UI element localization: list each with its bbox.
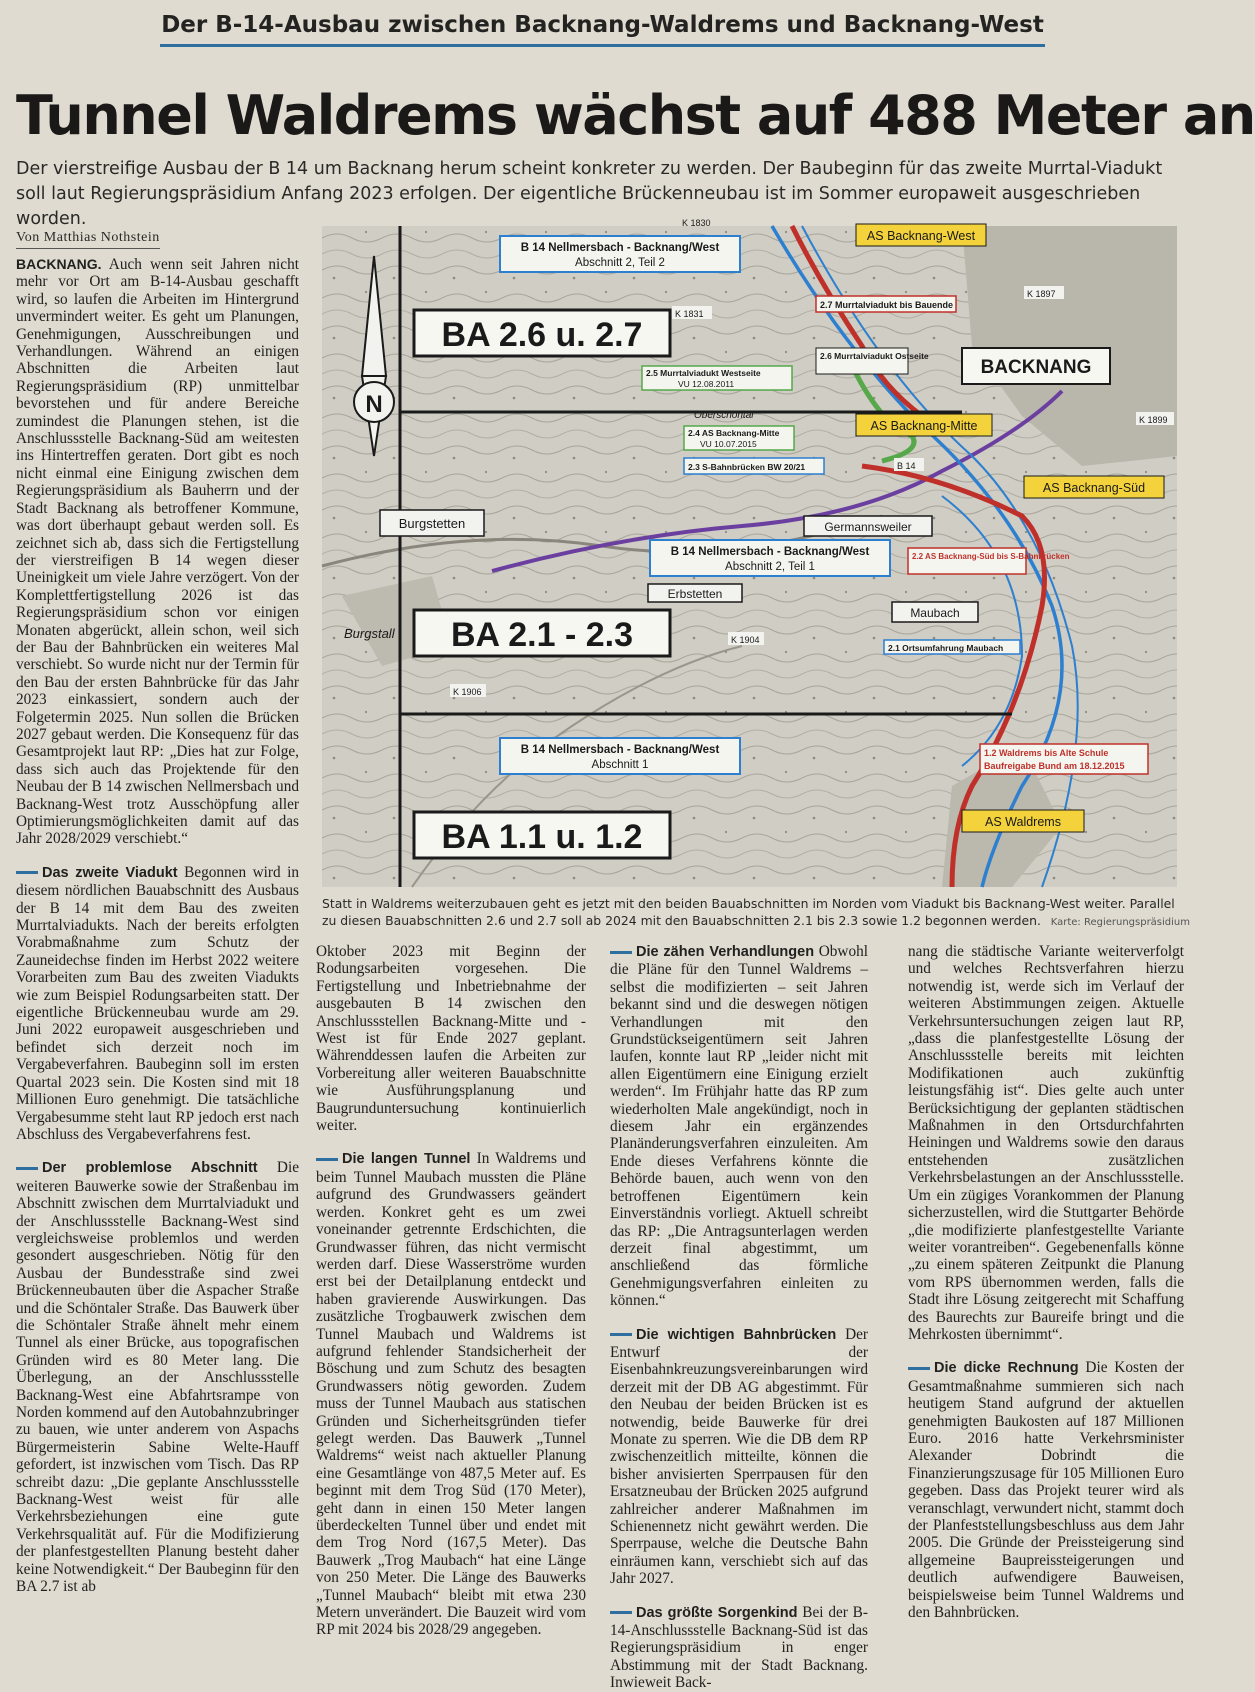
as-label (962, 810, 1084, 832)
column-1 (16, 256, 299, 1595)
text-tunnel: In Waldrems und beim Tunnel Maubach mussten die Pläne aufgrund des Grundwassers geändert werden. Konkret geht es um zwei voneinander getrennte Erdschichten, die Grundwasser führen, das nicht vermischt werden darf. Diese Wasserströme wurden erst bei der Detailplanung entdeckt und haben gravierende Auswirkungen. Das zusätzliche Trogbauwerk zwischen dem Tunnel Maubach und Waldrems ist aufgrund fehlender Standsicherheit der Böschung und zum Schutz des besagten Grundwassers nötig geworden. Zudem muss der Tunnel Maubach aus statischen Gründen und Sicherheitsgründen tiefer gelegt werden. Das Bauwerk „Tunnel Waldrems“ weist nach aktueller Planung eine Gesamtlänge von 487,5 Meter auf. Es beginnt mit dem Trog Süd (170 Meter), geht dann in einen 150 Meter langen überdeckelten Tunnel über und endet mit dem Trog Nord (167,5 Meter). Das Bauwerk „Trog Maubach“ hat eine Länge von 250 Meter. Die Länge des Bauwerks „Tunnel Maubach“ bleibt mit etwa 230 Metern unverändert. Die Bauzeit wird vom RP mit 2024 bis 2028/29 angegeben. (316, 1150, 587, 1639)
text-verhandlungen: Obwohl die Pläne für den Tunnel Waldrems – selbst die modifizierten – seit Jahren bekannt sind und die deswegen nötigen Verhandlungen mit den Grundstückseigentümern seit Jahren laufen, konnte laut RP „leider nicht mit allen Eigentümern eine Einigung erzielt werden“. Im Frühjahr hatte das RP zum wiederholten Male angekündigt, noch in diesem Jahr ein ergänzendes Planänderungsverfahren einzuleiten. Am Ende dieses Verfahrens könnte die Behörde bauen, auch wenn von den betroffenen Eigentümern kein Einverständnis vorliegt. Aktuell schreibt das RP: „Die Antragsunterlagen werden derzeit final abgestimmt, um anschließend das förmliche Genehmigungsverfahren einleiten zu können.“ (610, 943, 869, 1310)
road-label: K 1830 (682, 218, 711, 228)
svg-text:K 1831: K 1831 (675, 309, 704, 319)
section-tunnel (316, 1150, 586, 1638)
section-verhandlungen (610, 943, 868, 1310)
byline: Von Matthias Nothstein (16, 230, 160, 249)
place-label (804, 516, 932, 536)
place-label (648, 584, 742, 602)
text-sorgenkind: Bei der B-14-Anschlussstelle Backnang-Süd ist das Regierungspräsidium in enger Abstimmung mit der Stadt Backnang. Inwieweit Back- (610, 1603, 868, 1692)
kicker-line: Der B-14-Ausbau zwischen Backnang-Waldrems und Backnang-West (160, 12, 1045, 47)
svg-text:2.7 Murrtalviadukt bis Bauende: 2.7 Murrtalviadukt bis Bauende (820, 300, 954, 310)
svg-text:2.6 Murrtalviadukt Ostseite: 2.6 Murrtalviadukt Ostseite (820, 351, 929, 361)
measure-label (642, 366, 792, 390)
lead-paragraph: Der vierstreifige Ausbau der B 14 um Backnang herum scheint konkreter zu werden. Der Baubeginn für das zweite Murrtal-Viadukt soll laut Regierungspräsidium Anfang 2023 erfolgen. Der eigentliche Brückenneubau ist im Sommer europaweit ausgeschrieben worden. (16, 159, 1163, 229)
road-label (728, 632, 764, 645)
section-box (500, 738, 740, 774)
road-label (450, 684, 486, 697)
svg-text:K 1897: K 1897 (1027, 289, 1056, 299)
section-box (650, 540, 890, 576)
terrain-label: Oberschöntal (694, 410, 754, 421)
svg-text:B 14 Nellmersbach - Backnang/W: B 14 Nellmersbach - Backnang/West (520, 242, 720, 254)
svg-text:1.2 Waldrems bis Alte Schule: 1.2 Waldrems bis Alte Schule (984, 748, 1109, 758)
svg-text:2.5 Murrtalviadukt Westseite: 2.5 Murrtalviadukt Westseite (646, 368, 761, 378)
svg-text:AS Backnang-West: AS Backnang-West (866, 229, 976, 243)
paragraph-continuation: Oktober 2023 mit Beginn der Rodungsarbeiten vorgesehen. Die Fertigstellung und Inbetriebnahme der ausgebauten B 14 zwischen den Anschlussstellen Backnang-Mitte und -West ist für Ende 2027 geplant. Währenddessen laufen die Arbeiten zur Vorbereitung aller weiteren Bauabschnitte wie Ausführungsplanung und Baugrunduntersuchung kontinuierlich weiter. (316, 943, 586, 1135)
road-label (1136, 412, 1174, 425)
svg-text:AS Backnang-Süd: AS Backnang-Süd (1042, 481, 1146, 495)
road-label (894, 458, 924, 471)
map-caption (322, 895, 1190, 931)
svg-text:AS Backnang-Mitte: AS Backnang-Mitte (870, 419, 978, 433)
svg-text:Maubach: Maubach (910, 606, 960, 620)
place-label (380, 510, 484, 536)
subhead-sorgenkind: Das größte Sorgenkind (610, 1605, 797, 1621)
section-viadukt (16, 864, 299, 1144)
svg-text:Abschnitt 1: Abschnitt 1 (591, 759, 649, 771)
svg-text:BA 1.1 u. 1.2: BA 1.1 u. 1.2 (441, 818, 643, 856)
column-4 (908, 943, 1184, 1621)
subhead-abschnitt: Der problemlose Abschnitt (16, 1160, 258, 1176)
column-3 (610, 943, 868, 1692)
svg-text:B 14 Nellmersbach - Backnang/W: B 14 Nellmersbach - Backnang/West (520, 744, 720, 756)
text-abschnitt: Die weiteren Bauwerke sowie der Straßenbau im Abschnitt zwischen dem Murrtalviadukt und der Anschlussstelle Backnang-West sind vergleichsweise problemlos und werden gesondert ausgeschrieben. Nötig für den Ausbau der Bundesstraße sind zwei Brückenneubauten über die Aspacher Straße und die Schöntaler Straße. Das Bauwerk über die Schöntaler Straße ähnelt mehr einem Tunnel als einer Brücke, aus topografischen Gründen wird es 80 Meter lang. Die Überlegung, an der Anschlussstelle Backnang-West eine Abfahrtsrampe von Norden kommend auf den Autobahnzubringer zu bauen, wie unter anderem von Aspachs Bürgermeisterin Sabine Welte-Hauff gefordert, ist inzwischen vom Tisch. Das RP schreibt dazu: „Die geplante Anschlussstelle Backnang-West weist für alle Verkehrsbeziehungen eine gute Verkehrsqualität auf. Für die Modifizierung der planfestgestellten Planung besteht daher keine Notwendigkeit.“ Der Baubeginn für den BA 2.7 ist ab (16, 1159, 299, 1596)
subhead-tunnel: Die langen Tunnel (316, 1151, 470, 1167)
road-label (672, 306, 712, 319)
subhead-verhandlungen: Die zähen Verhandlungen (610, 944, 814, 960)
section-rechnung (908, 1359, 1184, 1621)
paragraph-continuation: nang die städtische Variante weiterverfolgt und welches Rechtsverfahren hierzu notwendig ist, werde sich im Verlauf der weiteren Abstimmungen zeigen. Aktuelle Verkehrsuntersuchungen zeigen laut RP, „dass die planfestgestellte Lösung der Anschlussstelle bereits mit leichten Modifikationen auch zukünftig leistungsfähig ist“. Dies gelte auch unter Berücksichtigung der geplanten städtischen Maßnahmen in den Ortsdurchfahrten Heiningen und Waldrems sowie den daraus entstehenden zusätzlichen Verkehrsbelastungen an der Anschlussstelle. Um ein zügiges Vorankommen der Planung sicherzustellen, wird die Stuttgarter Behörde „die modifizierte planfestgestellte Variante weiter vorantreiben“. Gegebenenfalls könne „zu einem späteren Zeitpunkt die Planung vom RPS übernommen werden, falls die Stadt ihre Lösung zeitgerecht mit Schaffung des Baurechts zur Baureife bringt und die Mehrkosten übernimmt“. (908, 943, 1184, 1343)
svg-text:2.4 AS Backnang-Mitte: 2.4 AS Backnang-Mitte (688, 428, 780, 438)
svg-text:K 1899: K 1899 (1139, 415, 1168, 425)
ba-label (414, 812, 670, 858)
svg-text:AS Waldrems: AS Waldrems (985, 815, 1061, 829)
as-label (856, 224, 986, 246)
road-label (1024, 286, 1064, 299)
svg-text:2.2 AS Backnang-Süd bis S-Bahn: 2.2 AS Backnang-Süd bis S-Bahnbrücken (912, 552, 1070, 561)
north-label: N (365, 391, 383, 418)
as-label (1024, 476, 1164, 498)
section-abschnitt (16, 1159, 299, 1595)
headline: Tunnel Waldrems wächst auf 488 Meter an (16, 84, 1255, 147)
route-map-svg (322, 218, 1177, 887)
as-label (856, 414, 992, 436)
svg-text:VU 10.07.2015: VU 10.07.2015 (700, 439, 757, 449)
subhead-rechnung: Die dicke Rechnung (908, 1360, 1079, 1376)
svg-text:K 1906: K 1906 (453, 687, 482, 697)
svg-text:Germannsweiler: Germannsweiler (824, 520, 912, 534)
measure-label (980, 744, 1148, 774)
svg-text:2.1 Ortsumfahrung Maubach: 2.1 Ortsumfahrung Maubach (888, 643, 1004, 653)
place-label (962, 348, 1110, 384)
text-rechnung: Die Kosten der Gesamtmaßnahme summieren sich nach heutigem Stand aufgrund der aktuellen genehmigten Baukosten auf 187 Millionen Euro. 2016 hatte Verkehrsminister Alexander Dobrindt die Finanzierungszusage für 105 Millionen Euro gegeben. Dass das Projekt teurer wird als veranschlagt, verwundert nicht, stammt doch der Planfeststellungsbeschluss aus dem Jahr 2005. Die Gründe der Preissteigerung sind allgemeine Baupreissteigerungen und deutlich aufwendigere Bauweisen, beispielsweise beim Tunnel Waldrems und den Bahnbrücken. (908, 1359, 1184, 1622)
measure-label (884, 640, 1020, 654)
svg-text:BA 2.6 u. 2.7: BA 2.6 u. 2.7 (441, 316, 643, 354)
svg-text:Burgstetten: Burgstetten (398, 516, 466, 531)
image-credit: Karte: Regierungspräsidium (1050, 917, 1190, 928)
ba-label (414, 310, 670, 356)
svg-text:Erbstetten: Erbstetten (667, 587, 723, 601)
subhead-viadukt: Das zweite Viadukt (16, 865, 178, 881)
section-box (500, 236, 740, 272)
paragraph-intro (16, 256, 299, 848)
intro-text: Auch wenn seit Jahren nicht mehr vor Ort am B-14-Ausbau geschafft wird, so laufen die Arbeiten im Hintergrund unvermindert weiter. Es geht um Planungen, Genehmigungen, Ausschreibungen und Verhandlungen. Während an einigen Abschnitten die Arbeiten laut Regierungspräsidium (RP) unmittelbar bevorstehen und für andere Bereiche zumindest die Planungen stehen, ist die Anschlussstelle Backnang-Süd am weitesten ins Hintertreffen geraten. Dort gibt es noch nicht einmal eine Einigung zwischen dem Regierungspräsidium als Bauherrn und der Stadt Backnang als betroffener Kommune, was dort überhaupt gebaut werden soll. Es zeichnet sich ab, dass sich die Fertigstellung der vierstreifigen B 14 wegen dieser Uneinigkeit um viele Jahre verzögert. Von der Komplettfertigstellung 2026 ist das Regierungspräsidium schon vor einigen Monaten abgerückt, allein schon, weil sich der Bau der Bahnbrücken ein weiteres Mal verschiebt. So wurde nicht nur der Termin für den Bau der ersten Bahnbrücke für das Jahr 2023 einkassiert, sondern auch der Folgetermin 2025. Nun sollen die Brücken 2027 gebaut werden. Die Konsequenz für das Gesamtprojekt laut RP: „Dies hat zur Folge, dass sich auch das Projektende für den Neubau der B 14 zwischen Nellmersbach und Backnang-West trotz Ausschöpfung aller Optimierungsmöglichkeiten damit auf das Jahr 2028/2029 verschiebt.“ (16, 256, 299, 848)
terrain-label: Burgstall (344, 626, 395, 641)
dateline: BACKNANG. (16, 256, 102, 272)
text-bahnbruecken: Der Entwurf der Eisenbahnkreuzungsvereinbarungen wird derzeit mit der DB AG abgestimmt. Für den Neubau der beiden Brücken ist es notwendig, beide Bauwerke für drei Monate zu sperren. Wie die DB dem RP zwischenzeitlich mitteilte, können die bisher anvisierten Sperrpausen für den Ersatzneubau der Brücken 2025 aufgrund zahlreicher anderer Maßnahmen im Schienennetz nicht gewährt werden. Die Sperrpause, welche die Deutsche Bahn einräumen kann, verschiebt sich auf das Jahr 2027. (610, 1325, 868, 1588)
svg-text:BACKNANG: BACKNANG (980, 357, 1092, 378)
column-2 (316, 943, 586, 1639)
measure-label (684, 458, 824, 474)
ba-label (414, 610, 670, 656)
svg-text:Abschnitt 2, Teil 1: Abschnitt 2, Teil 1 (725, 561, 815, 573)
svg-text:VU 12.08.2011: VU 12.08.2011 (678, 379, 735, 389)
place-label (892, 602, 978, 622)
measure-label (684, 426, 794, 450)
measure-label (816, 296, 956, 312)
caption-text: Statt in Waldrems weiterzubauen geht es jetzt mit den beiden Bauabschnitten im Norden vom Viadukt bis Backnang-West weiter. Parallel zu diesen Bauabschnitten 2.6 und 2.7 soll ab 2024 mit den Bauabschnitten 2.1 bis 2.3 sowie 1.2 begonnen werden. (322, 896, 1175, 928)
svg-text:Baufreigabe Bund am 18.12.2015: Baufreigabe Bund am 18.12.2015 (984, 761, 1125, 771)
section-sorgenkind (610, 1604, 868, 1692)
subhead-bahnbruecken: Die wichtigen Bahnbrücken (610, 1327, 836, 1343)
svg-text:BA 2.1 - 2.3: BA 2.1 - 2.3 (450, 616, 634, 654)
text-viadukt: Begonnen wird in diesem nördlichen Bauabschnitt des Ausbaus der B 14 mit dem Bau des zweiten Murrtalviadukts. Nach der bereits erfolgten Vorabmaßnahme zum Schutz der Zauneidechse finden im Herbst 2022 weitere Vorarbeiten zum Bau des zweiten Viadukts wie zum Beispiel Rodungsarbeiten statt. Der eigentliche Brückenneubau wurde am 29. Juni 2022 europaweit ausgeschrieben und befindet sich derzeit noch im Vergabeverfahren. Baubeginn soll im ersten Quartal 2023 sein. Die Kosten sind mit 18 Millionen Euro genehmigt. Die tatsächliche Vergabesumme steht laut RP jedoch erst nach Abschluss des Vergabeverfahrens fest. (16, 863, 299, 1143)
svg-text:2.3 S-Bahnbrücken BW 20/21: 2.3 S-Bahnbrücken BW 20/21 (688, 462, 806, 472)
svg-text:B 14 Nellmersbach - Backnang/W: B 14 Nellmersbach - Backnang/West (670, 546, 870, 558)
svg-text:Abschnitt 2, Teil 2: Abschnitt 2, Teil 2 (575, 257, 665, 269)
svg-text:K 1904: K 1904 (731, 635, 760, 645)
route-map (322, 218, 1177, 887)
section-bahnbruecken (610, 1326, 868, 1588)
svg-text:B 14: B 14 (897, 461, 916, 471)
